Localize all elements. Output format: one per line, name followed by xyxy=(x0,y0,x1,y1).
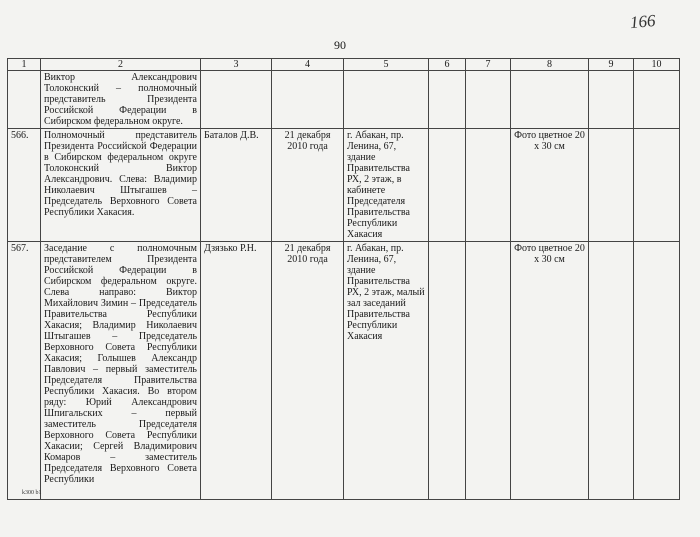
row-date xyxy=(272,71,344,129)
table-row xyxy=(8,242,680,500)
column-number: 1 xyxy=(8,59,41,71)
row-place: г. Абакан, пр. Ленина, 67, здание Правительства РХ, 2 этаж, в кабинете Председателя Правительства Республики Хакасия xyxy=(344,129,429,242)
row-description: Заседание с полномочным представителем Президента Российской Федерации в Сибирском федеральном округе. Слева направо: Виктор Михайлович Зимин – Председатель Правительства Республики Хакасия; Владимир Николаевич Штыгашев – Председатель Верховного Совета Республики Хакасия; Голышев Александр Павлович – первый заместитель Председателя Правительства Республики Хакасия. Во втором ряду: Юрий Александрович Шпигальских – первый заместитель Председателя Верховного Совета Республики Хакасии; Сергей Владимирович Комаров – заместитель Председателя Верховного Совета Республики xyxy=(41,242,201,500)
column-number: 2 xyxy=(41,59,201,71)
row-author: Баталов Д.В. xyxy=(201,129,272,242)
row-author: Дзязько Р.Н. xyxy=(201,242,272,500)
row-format: Фото цветное 20 х 30 см xyxy=(511,129,589,242)
row-format: Фото цветное 20 х 30 см xyxy=(511,242,589,500)
column-number: 6 xyxy=(429,59,466,71)
row-format xyxy=(511,71,589,129)
column-number: 10 xyxy=(634,59,680,71)
row-number xyxy=(8,71,41,129)
catalog-table xyxy=(7,58,680,500)
row-place: г. Абакан, пр. Ленина, 67, здание Правительства РХ, 2 этаж, малый зал заседаний Правительства Республики Хакасия xyxy=(344,242,429,500)
table-row xyxy=(8,71,680,129)
page-number: 90 xyxy=(334,38,346,52)
row-description: Полномочный представитель Президента Российской Федерации в Сибирском федеральном округе Толоконский Виктор Александрович. Слева: Владимир Николаевич Штыгашев – Председатель Верховного Совета Республики Хакасия. xyxy=(41,129,201,242)
column-number: 4 xyxy=(272,59,344,71)
footer-code: k300 b1 xyxy=(22,490,42,496)
column-number-row xyxy=(8,59,680,71)
column-number: 9 xyxy=(589,59,634,71)
column-number: 8 xyxy=(511,59,589,71)
column-number: 3 xyxy=(201,59,272,71)
row-number: 567. xyxy=(8,242,41,500)
row-author xyxy=(201,71,272,129)
table-row xyxy=(8,129,680,242)
row-date: 21 декабря 2010 года xyxy=(272,242,344,500)
row-description: Виктор Александрович Толоконский – полномочный представитель Президента Российской Федерации в Сибирском федеральном округе. xyxy=(41,71,201,129)
column-number: 5 xyxy=(344,59,429,71)
row-place xyxy=(344,71,429,129)
row-date: 21 декабря 2010 года xyxy=(272,129,344,242)
handwritten-page-number: 166 xyxy=(629,10,657,33)
column-number: 7 xyxy=(466,59,511,71)
row-number: 566. xyxy=(8,129,41,242)
